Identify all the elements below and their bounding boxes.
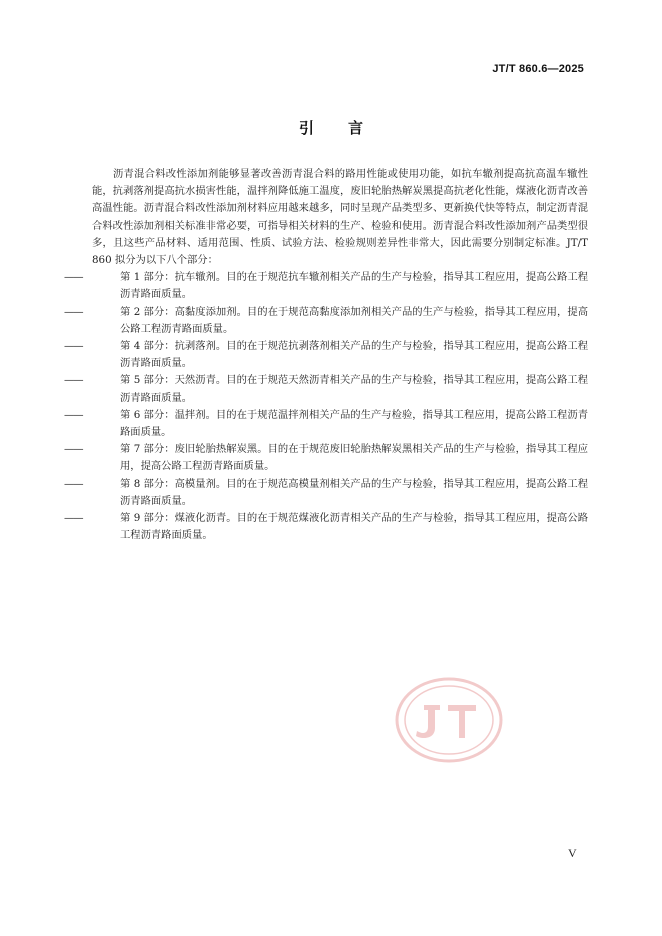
list-item	[64, 407, 588, 441]
list-item-text: 第 9 部分：煤液化沥青。目的在于规范煤液化沥青相关产品的生产与检验，指导其工程应用，提高公路工程沥青路面质量。	[120, 512, 588, 542]
list-dash: ——	[64, 512, 83, 525]
list-item	[64, 269, 588, 303]
intro-paragraph: 沥青混合料改性添加剂能够显著改善沥青混合料的路用性能或使用功能，如抗车辙剂提高抗高温车辙性能，抗剥落剂提高抗水损害性能，温拌剂降低施工温度，废旧轮胎热解炭黑提高抗老化性能，煤液化沥青改善高温性能。沥青混合料改性添加剂材料应用越来越多，同时呈现产品类型多、更新换代快等特点，制定沥青混合料改性添加剂相关标准非常必要，可指导相关材料的生产、检验和使用。沥青混合料改性添加剂产品类型很多，且这些产品材料、适用范围、性质、试验方法、检验规则差异性非常大，因此需要分别制定标准。JT/T 860 拟分为以下八个部分：	[92, 168, 588, 267]
list-item-text: 第 1 部分：抗车辙剂。目的在于规范抗车辙剂相关产品的生产与检验，指导其工程应用，提高公路工程沥青路面质量。	[120, 271, 588, 301]
list-item	[64, 441, 588, 475]
parts-list	[64, 269, 588, 544]
list-dash: ——	[64, 271, 83, 284]
list-item	[64, 510, 588, 544]
list-dash: ——	[64, 443, 83, 456]
standard-code: JT/T 860.6—2025	[492, 63, 584, 75]
jt-logo-watermark	[394, 676, 504, 764]
list-item	[64, 476, 588, 510]
list-dash: ——	[64, 408, 83, 421]
document-body	[64, 166, 588, 544]
list-item	[64, 304, 588, 338]
list-item-text: 第 7 部分：废旧轮胎热解炭黑。目的在于规范废旧轮胎热解炭黑相关产品的生产与检验，指导其工程应用，提高公路工程沥青路面质量。	[120, 443, 588, 473]
page-number: V	[568, 846, 577, 860]
list-dash: ——	[64, 340, 83, 353]
list-dash: ——	[64, 477, 83, 490]
list-item-text: 第 6 部分：温拌剂。目的在于规范温拌剂相关产品的生产与检验，指导其工程应用，提高公路工程沥青路面质量。	[120, 408, 588, 439]
list-item-text: 第 5 部分：天然沥青。目的在于规范天然沥青相关产品的生产与检验，指导其工程应用，提高公路工程沥青路面质量。	[120, 374, 588, 404]
list-item	[64, 372, 588, 406]
list-item	[64, 338, 588, 372]
list-dash: ——	[64, 305, 83, 318]
list-item-text: 第 8 部分：高模量剂。目的在于规范高模量剂相关产品的生产与检验，指导其工程应用，提高公路工程沥青路面质量。	[120, 477, 588, 507]
page-title: 引言	[298, 119, 397, 137]
list-item-text: 第 2 部分：高黏度添加剂。目的在于规范高黏度添加剂相关产品的生产与检验，指导其工程应用，提高公路工程沥青路面质量。	[120, 305, 588, 335]
list-item-text: 第 4 部分：抗剥落剂。目的在于规范抗剥落剂相关产品的生产与检验，指导其工程应用，提高公路工程沥青路面质量。	[120, 340, 588, 370]
list-dash: ——	[64, 374, 83, 387]
